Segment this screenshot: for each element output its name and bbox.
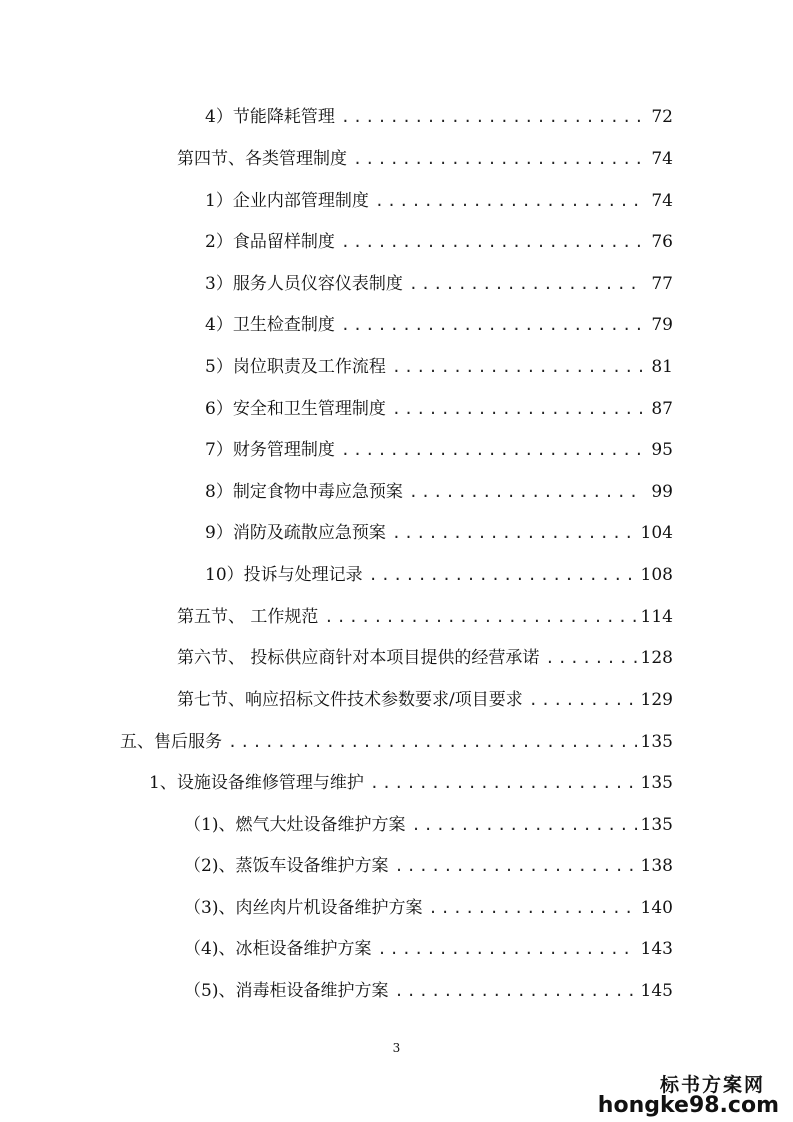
toc-entry-title: （5)、消毒柜设备维护方案	[184, 981, 389, 1001]
toc-entry[interactable]	[205, 394, 673, 424]
toc-entry-title: 第七节、响应招标文件技术参数要求/项目要求	[177, 690, 523, 710]
toc-entry[interactable]	[205, 310, 673, 340]
toc-entry-title: 第六节、 投标供应商针对本项目提供的经营承诺	[177, 648, 540, 668]
toc-leader-dots	[409, 477, 643, 507]
toc-leader-dots	[529, 685, 637, 715]
toc-entry-title: 第五节、 工作规范	[177, 607, 319, 627]
toc-entry-title: 1）企业内部管理制度	[205, 191, 369, 211]
toc-entry-page: 81	[651, 357, 673, 377]
toc-entry[interactable]	[205, 269, 673, 299]
toc-leader-dots	[409, 269, 643, 299]
toc-entry-page: 145	[640, 981, 673, 1001]
toc-entry-title: 五、售后服务	[120, 732, 222, 752]
toc-entry-title: （1)、燃气大灶设备维护方案	[184, 815, 406, 835]
toc-leader-dots	[392, 518, 637, 548]
toc-entry-title: 5）岗位职责及工作流程	[205, 357, 386, 377]
toc-entry-title: 8）制定食物中毒应急预案	[205, 482, 403, 502]
toc-entry-title: 2）食品留样制度	[205, 232, 335, 252]
toc-entry[interactable]	[205, 102, 673, 132]
toc-entry-title: 4）卫生检查制度	[205, 315, 335, 335]
toc-entry-page: 114	[640, 607, 673, 627]
toc-entry-page: 72	[651, 107, 673, 127]
toc-entry-page: 135	[640, 815, 673, 835]
toc-entry-title: 9）消防及疏散应急预案	[205, 523, 386, 543]
toc-leader-dots	[392, 394, 643, 424]
toc-entry-page: 108	[640, 565, 673, 585]
toc-entry[interactable]	[177, 602, 673, 632]
toc-leader-dots	[392, 352, 643, 382]
toc-entry[interactable]	[205, 227, 673, 257]
page-number: 3	[392, 1041, 401, 1055]
toc-entry-page: 135	[640, 773, 673, 793]
toc-entry[interactable]	[205, 518, 673, 548]
toc-entry[interactable]	[205, 477, 673, 507]
toc-leader-dots	[545, 643, 636, 673]
toc-entry-title: 1、设施设备维修管理与维护	[149, 773, 364, 793]
toc-entry-page: 138	[640, 856, 673, 876]
toc-entry-title: （4)、冰柜设备维护方案	[184, 939, 372, 959]
toc-entry-title: 7）财务管理制度	[205, 440, 335, 460]
toc-entry-page: 135	[640, 732, 673, 752]
toc-leader-dots	[428, 893, 636, 923]
toc-entry-page: 77	[651, 274, 673, 294]
toc-entry-page: 129	[640, 690, 673, 710]
toc-entry[interactable]	[205, 352, 673, 382]
toc-entry[interactable]	[184, 976, 673, 1006]
watermark-url: hongke98.com	[597, 1093, 779, 1118]
toc-entry[interactable]	[205, 435, 673, 465]
toc-entry[interactable]	[184, 810, 673, 840]
toc-entry-page: 143	[640, 939, 673, 959]
toc-leader-dots	[375, 186, 643, 216]
toc-entry-title: （2)、蒸饭车设备维护方案	[184, 856, 389, 876]
toc-leader-dots	[369, 560, 637, 590]
toc-entry-page: 79	[651, 315, 673, 335]
toc-entry[interactable]	[205, 186, 673, 216]
toc-entry-title: （3)、肉丝肉片机设备维护方案	[184, 898, 423, 918]
toc-leader-dots	[341, 310, 643, 340]
toc-entry-title: 第四节、各类管理制度	[177, 149, 347, 169]
toc-leader-dots	[341, 435, 643, 465]
toc-leader-dots	[394, 976, 636, 1006]
toc-leader-dots	[228, 727, 637, 757]
toc-entry-title: 10）投诉与处理记录	[205, 565, 363, 585]
toc-leader-dots	[341, 102, 643, 132]
toc-leader-dots	[411, 810, 636, 840]
toc-entry-page: 76	[651, 232, 673, 252]
toc-entry-page: 104	[640, 523, 673, 543]
toc-entry[interactable]	[184, 934, 673, 964]
toc-entry-page: 74	[651, 149, 673, 169]
toc-entry-page: 74	[651, 191, 673, 211]
toc-entry[interactable]	[177, 643, 673, 673]
toc-entry[interactable]	[205, 560, 673, 590]
toc-entry-page: 95	[651, 440, 673, 460]
toc-entry-page: 128	[640, 648, 673, 668]
toc-entry-page: 99	[651, 482, 673, 502]
toc-leader-dots	[394, 851, 636, 881]
toc-entry[interactable]	[120, 727, 673, 757]
watermark-brand: 标书方案网	[659, 1074, 765, 1096]
toc-entry[interactable]	[177, 685, 673, 715]
toc-entry-title: 4）节能降耗管理	[205, 107, 335, 127]
toc-entry-page: 140	[640, 898, 673, 918]
toc-entry-title: 6）安全和卫生管理制度	[205, 399, 386, 419]
toc-entry[interactable]	[184, 893, 673, 923]
toc-entry[interactable]	[177, 144, 673, 174]
toc-entry-page: 87	[651, 399, 673, 419]
toc-entry-title: 3）服务人员仪容仪表制度	[205, 274, 403, 294]
toc-leader-dots	[341, 227, 643, 257]
toc-leader-dots	[353, 144, 643, 174]
toc-leader-dots	[370, 768, 637, 798]
toc-leader-dots	[324, 602, 636, 632]
toc-entry[interactable]	[149, 768, 673, 798]
toc-entry[interactable]	[184, 851, 673, 881]
toc-leader-dots	[377, 934, 636, 964]
